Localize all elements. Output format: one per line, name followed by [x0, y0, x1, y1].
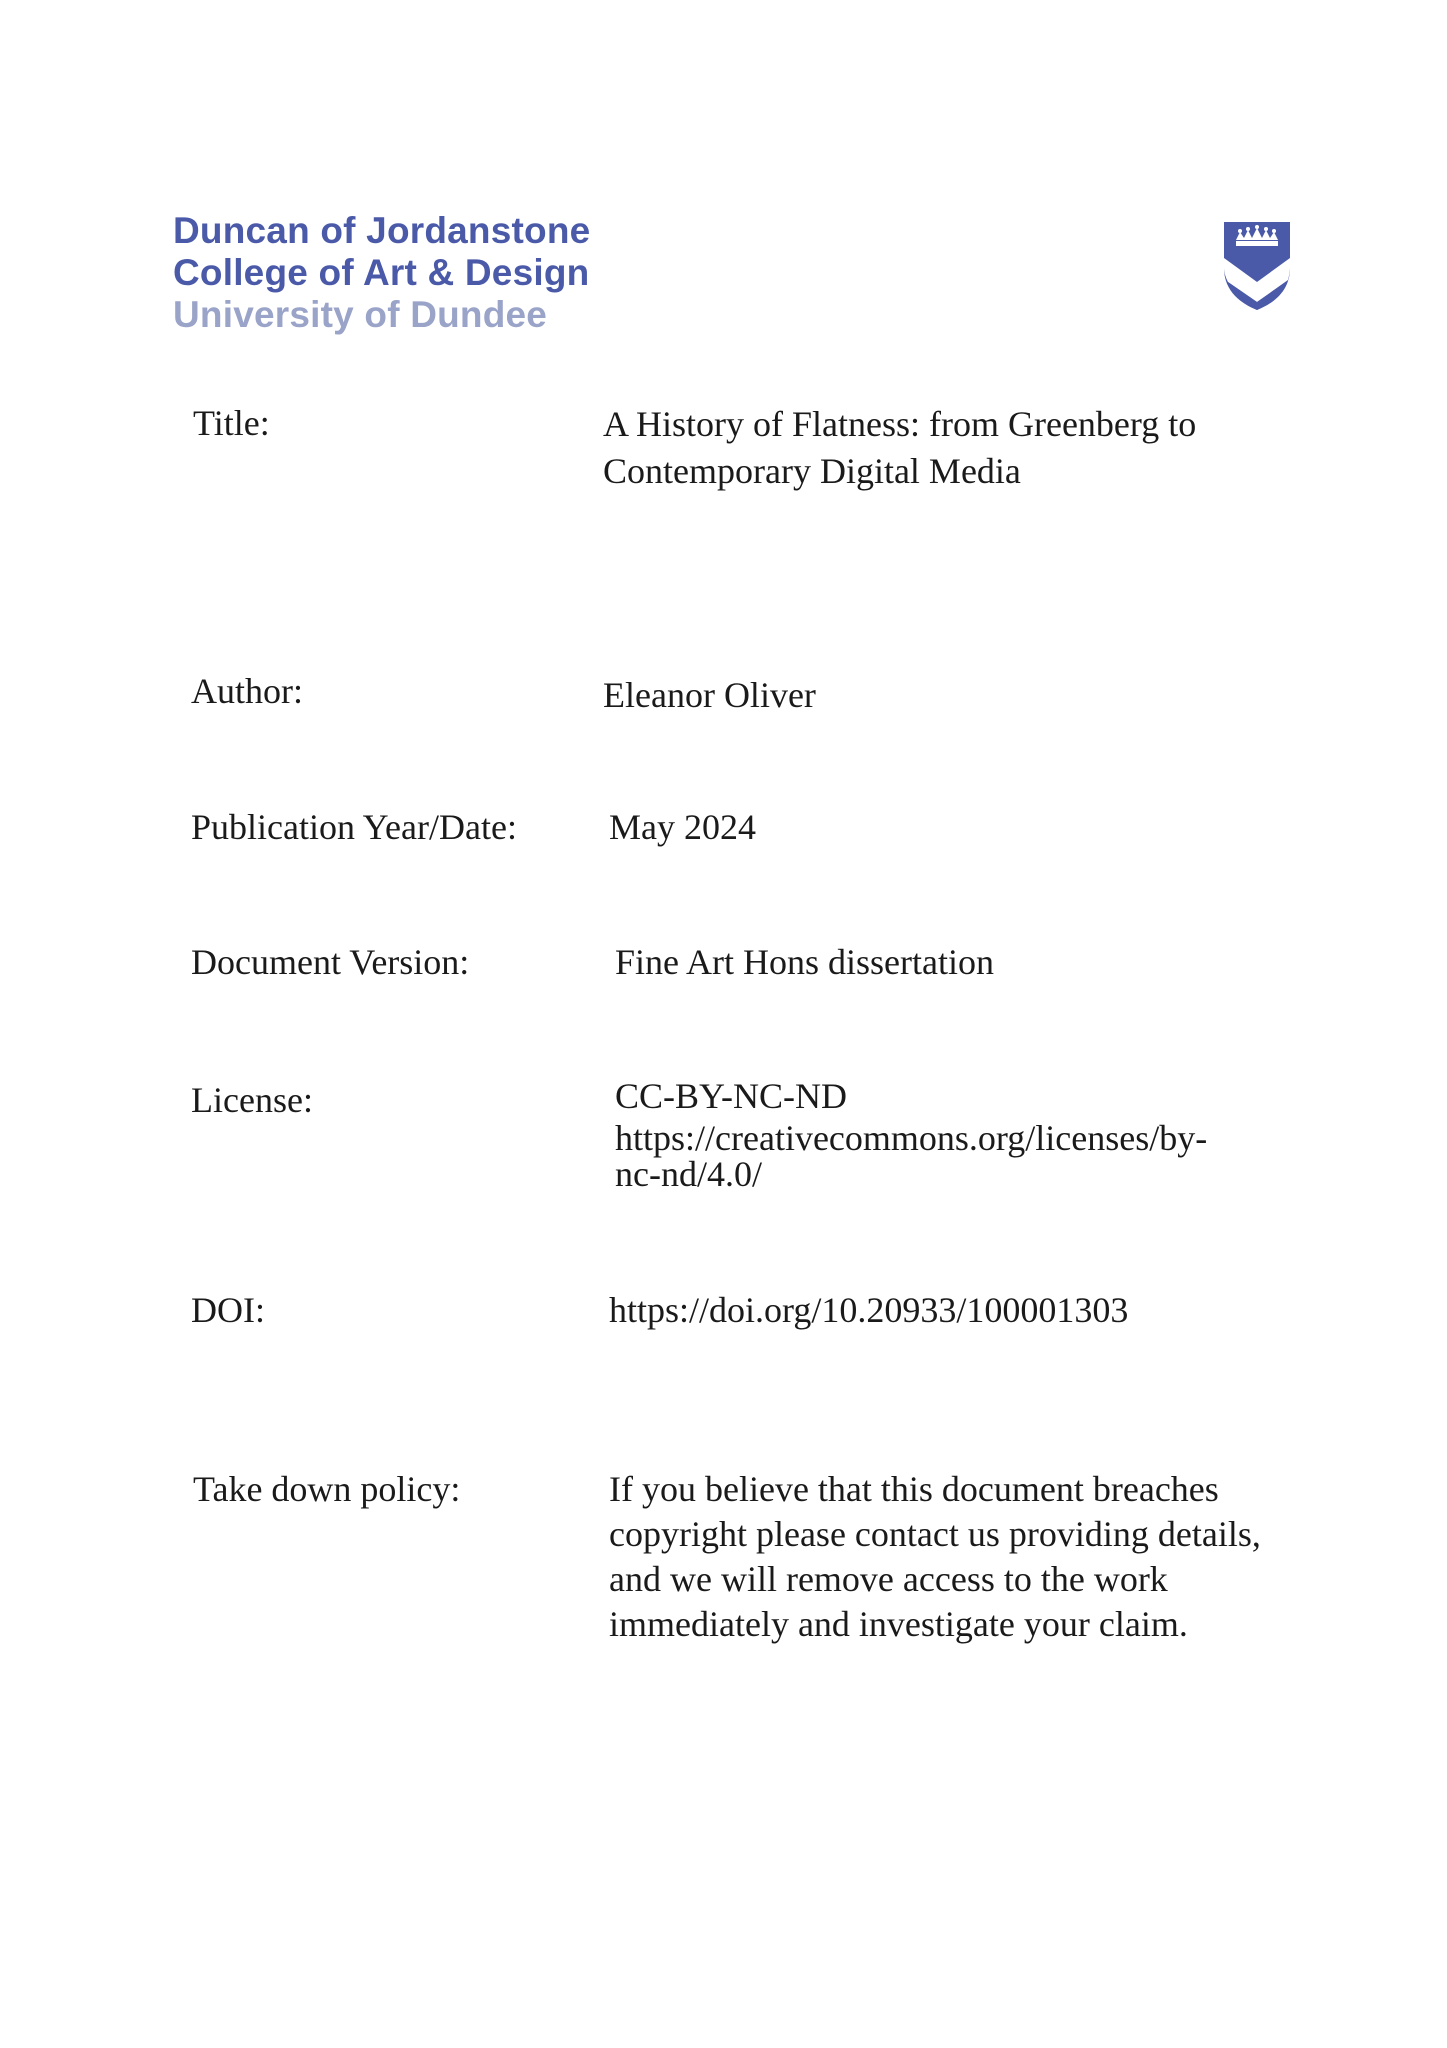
publication-date-value: May 2024 [609, 807, 756, 847]
takedown-policy-text: If you believe that this document breaches copyright please contact us providing details, and we will remove access to the work immediately and investigate your claim. [609, 1469, 1261, 1644]
license-code: CC-BY-NC-ND [615, 1076, 848, 1116]
publication-date-label: Publication Year/Date: [191, 807, 517, 847]
university-shield-icon [1222, 220, 1292, 312]
title-label: Title: [193, 403, 270, 443]
doi-label: DOI: [191, 1290, 265, 1330]
document-version-value: Fine Art Hons dissertation [615, 942, 994, 982]
doi-link[interactable]: https://doi.org/10.20933/100001303 [609, 1290, 1129, 1330]
license-url-line-2[interactable]: nc-nd/4.0/ [615, 1154, 762, 1194]
license-value [615, 1075, 1207, 1195]
license-url-line-1[interactable]: https://creativecommons.org/licenses/by- [615, 1118, 1208, 1158]
logo-line-1: Duncan of Jordanstone [173, 210, 591, 251]
license-label: License: [191, 1080, 313, 1120]
logo-line-2: College of Art & Design [173, 252, 590, 293]
institution-logo [173, 210, 590, 336]
author-value: Eleanor Oliver [603, 675, 816, 715]
document-version-label: Document Version: [191, 942, 470, 982]
logo-line-3: University of Dundee [173, 294, 548, 335]
author-label: Author: [191, 671, 303, 711]
title-value: A History of Flatness: from Greenberg to Contemporary Digital Media [603, 404, 1197, 491]
takedown-policy-label: Take down policy: [193, 1469, 461, 1509]
